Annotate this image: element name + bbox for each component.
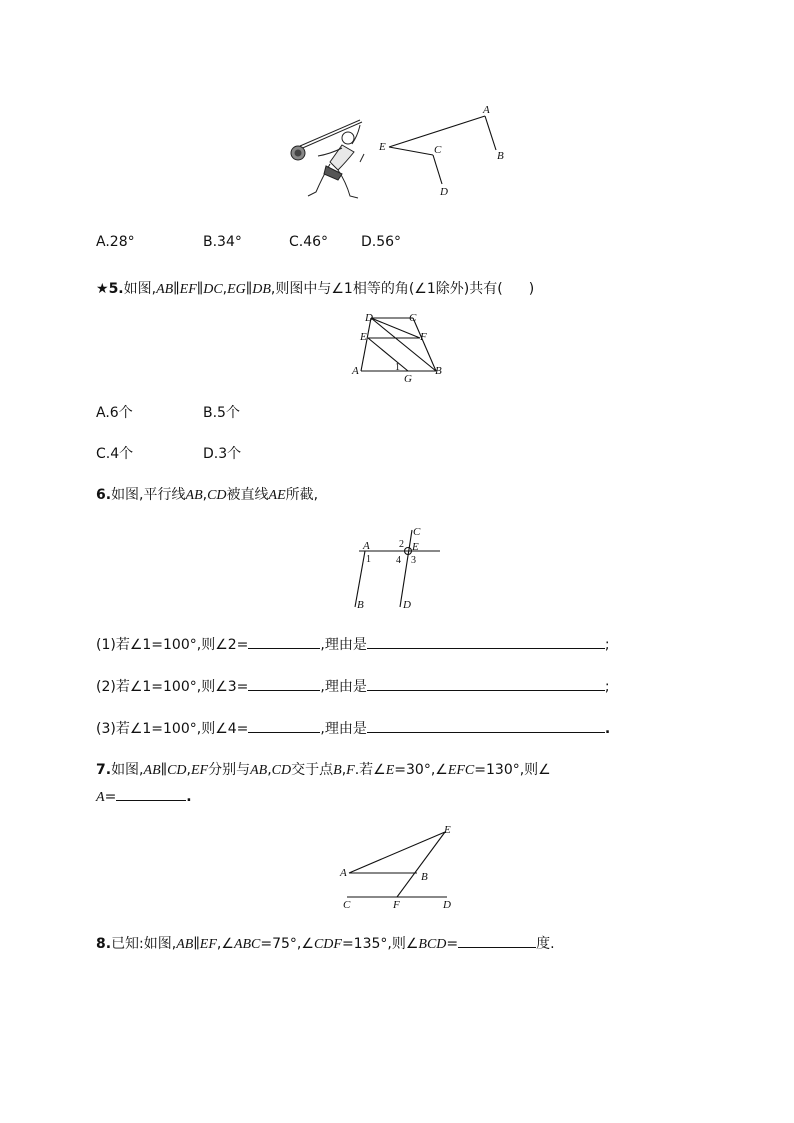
q6-text-2: , (202, 487, 208, 503)
q6-item-2-reason-blank[interactable] (367, 676, 605, 691)
q4-label-a: A (483, 104, 490, 116)
q7-label-f: F (393, 899, 400, 911)
q7-var-1: AB∥CD (143, 763, 187, 778)
q7-var-2: EF (191, 763, 209, 778)
q8-text-6: 度. (536, 936, 555, 952)
q8-text-1: 已知:如图, (111, 936, 177, 952)
q8-var-3: CDF (313, 937, 342, 952)
q5-label-angle-1: 1 (395, 362, 400, 373)
q4-option-c: C.46° (289, 234, 329, 250)
q7-answer-blank[interactable] (116, 786, 186, 801)
q6-item-3-end: . (604, 721, 611, 737)
q7-label-c: C (343, 899, 351, 911)
q6-item-3-answer-blank[interactable] (248, 718, 320, 733)
q7-label-b: B (421, 871, 428, 883)
q6-item-2-end: ; (604, 679, 610, 695)
q5-option-c: C.4个 (96, 446, 134, 462)
q5-star: ★ (96, 281, 109, 297)
q6-item-2-reason-label: ,理由是 (320, 679, 367, 695)
q6-number: 6. (96, 487, 112, 503)
q7-text-7: .若∠ (354, 762, 386, 778)
q4-option-a: A.28° (96, 234, 135, 250)
q6-item-1-text: (1)若∠1=100°,则∠2= (96, 637, 249, 653)
q4-figure (280, 100, 520, 205)
q7-var-4: CD (271, 763, 292, 778)
q5-stem (96, 278, 534, 298)
q5-option-d: D.3个 (203, 446, 242, 462)
q7-number: 7. (96, 762, 112, 778)
q6-label-d: D (403, 599, 411, 611)
q5-text-1: 如图, (123, 281, 157, 297)
q7-text-8: =30°,∠ (394, 762, 448, 778)
q6-label-c: C (413, 526, 421, 538)
q6-item-3-reason-blank[interactable] (367, 718, 605, 733)
q6-var-1: AB (185, 488, 203, 503)
q5-label-g: G (404, 373, 412, 385)
q7-figure (335, 822, 460, 914)
q6-label-b: B (357, 599, 364, 611)
q7-stem-line-1 (96, 759, 551, 779)
q8-number: 8. (96, 936, 112, 952)
q7-stem-line-2 (96, 786, 192, 806)
q7-text-6: , (341, 762, 347, 778)
q6-figure (345, 522, 445, 614)
q6-item-1-reason-blank[interactable] (367, 634, 605, 649)
q7-label-a: A (340, 867, 347, 879)
q6-item-3-text: (3)若∠1=100°,则∠4= (96, 721, 249, 737)
q6-label-e: E (412, 541, 419, 553)
q6-item-1-end: ; (604, 637, 610, 653)
q5-label-a: A (352, 365, 359, 377)
q7-text-2: , (186, 762, 191, 778)
q7-label-e: E (444, 824, 451, 836)
q5-figure (345, 308, 445, 386)
q6-item-3-reason-label: ,理由是 (320, 721, 367, 737)
q8-var-1: AB∥EF (176, 937, 217, 952)
q4-option-b: B.34° (203, 234, 242, 250)
q8-stem (96, 933, 555, 953)
q5-number: 5. (108, 281, 124, 297)
q6-label-angle-2: 2 (399, 539, 404, 550)
q5-option-a: A.6个 (96, 405, 133, 421)
q6-stem (96, 484, 318, 504)
q7-text-3: 分别与 (208, 762, 251, 778)
q4-label-e: E (379, 141, 386, 153)
thrower-illustration (291, 120, 364, 198)
q5-label-e: E (360, 331, 367, 343)
q6-label-angle-1: 1 (366, 554, 371, 565)
q8-text-2: ,∠ (216, 936, 234, 952)
q7-var-7: E (385, 763, 395, 778)
q7-var-9: A (96, 790, 105, 805)
q8-answer-blank[interactable] (458, 933, 536, 948)
q6-label-angle-3: 3 (411, 555, 416, 566)
q7-var-6: F (346, 763, 355, 778)
q6-item-2-answer-blank[interactable] (248, 676, 320, 691)
q7-text-5: 交于点 (291, 762, 334, 778)
q6-text-3: 被直线 (226, 487, 269, 503)
q5-label-c: C (409, 312, 417, 324)
q7-var-5: B (333, 763, 342, 778)
q6-label-angle-4: 4 (396, 555, 401, 566)
q8-text-4: =135°,则∠ (341, 936, 419, 952)
q4-option-d: D.56° (361, 234, 402, 250)
q5-var-2: EG∥DB (227, 282, 271, 297)
q6-item-2-text: (2)若∠1=100°,则∠3= (96, 679, 249, 695)
q6-item-1-reason-label: ,理由是 (320, 637, 367, 653)
q7-text-1: 如图, (111, 762, 144, 778)
q7-text-4: , (267, 762, 272, 778)
q8-text-3: =75°,∠ (260, 936, 314, 952)
q5-text-3: ,则图中与∠1相等的角(∠1除外)共有( (270, 281, 503, 297)
q6-text-1: 如图,平行线 (111, 487, 186, 503)
q6-item-1-answer-blank[interactable] (248, 634, 320, 649)
q5-text-2: , (222, 281, 228, 297)
q6-label-a: A (363, 540, 370, 552)
q4-label-b: B (497, 150, 504, 162)
q8-text-5: = (446, 936, 459, 952)
q6-var-2: CD (207, 488, 227, 503)
q4-label-d: D (440, 186, 448, 198)
q6-text-4: 所截, (285, 487, 319, 503)
q6-var-3: AE (268, 488, 286, 503)
q8-var-2: ABC (233, 937, 261, 952)
q7-var-3: AB (250, 763, 268, 778)
q7-var-8: EFC (447, 763, 475, 778)
q5-var-1: AB∥EF∥DC (156, 282, 223, 297)
q6-item-2 (96, 676, 610, 696)
q7-label-d: D (443, 899, 451, 911)
q4-label-c: C (434, 144, 442, 156)
q4-angle-lines (389, 116, 496, 184)
q8-var-4: BCD (418, 937, 447, 952)
q5-label-d: D (365, 312, 373, 324)
q5-label-b: B (435, 365, 442, 377)
q6-item-1 (96, 634, 610, 654)
q6-item-3 (96, 718, 610, 738)
q5-label-f: F (420, 331, 427, 343)
q7-text-11: . (186, 789, 192, 805)
q7-text-10: = (104, 789, 117, 805)
q5-option-b: B.5个 (203, 405, 240, 421)
q7-text-9: =130°,则∠ (474, 762, 551, 778)
q5-text-4: ) (528, 281, 535, 297)
